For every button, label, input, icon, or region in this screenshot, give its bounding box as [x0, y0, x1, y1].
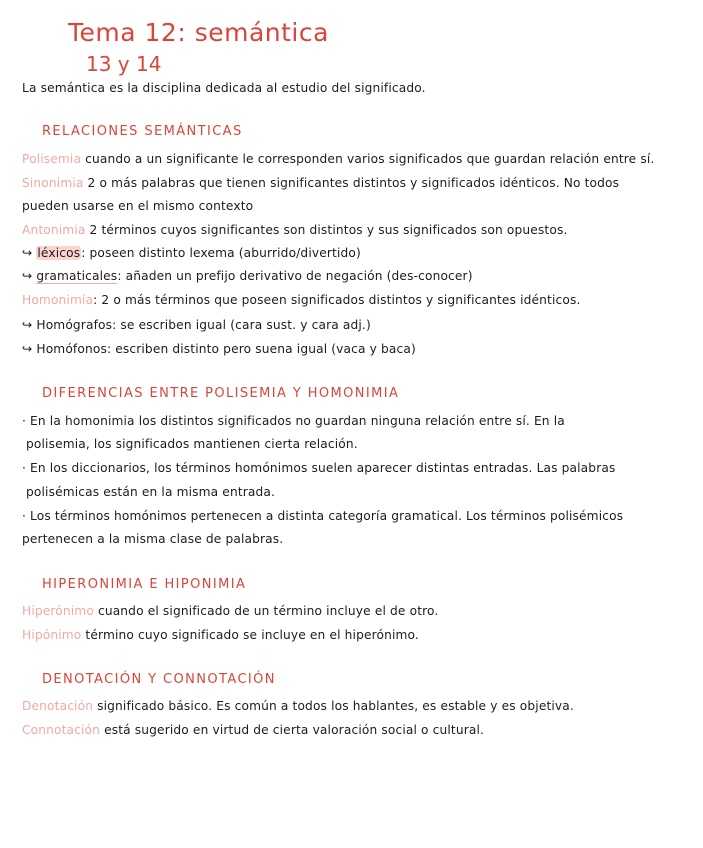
hiponimo-row: [22, 627, 419, 643]
definition-polisemia: cuando a un significante le corresponden varios significados que guardan relación entre sí.: [85, 152, 655, 166]
term-lexicos: léxicos: [37, 246, 81, 260]
sinonimia-continuation: pueden usarse en el mismo contexto: [22, 199, 254, 213]
lexicos-row: [22, 245, 361, 261]
page-title: Tema 12: semántica: [68, 18, 329, 47]
definition-hiponimo: término cuyo significado se incluye en el hiperónimo.: [85, 628, 419, 642]
term-antonimia: Antonimia: [22, 223, 86, 237]
section-heading-relaciones: RELACIONES SEMÁNTICAS: [42, 124, 243, 139]
arrow-right-icon: ↪: [22, 246, 33, 260]
denotacion-row: [22, 698, 574, 714]
section-heading-hiperonimia: HIPERONIMIA E HIPONIMIA: [42, 577, 247, 592]
definition-sinonimia: 2 o más palabras que tienen significantes distintos y significados idénticos. No todos: [87, 176, 620, 190]
homofonos-row: [22, 341, 416, 357]
connotacion-row: [22, 722, 484, 738]
arrow-right-icon: ↪: [22, 318, 33, 332]
sinonimia-row: [22, 175, 619, 191]
arrow-right-icon: ↪: [22, 269, 33, 283]
hiperonimo-row: [22, 603, 438, 619]
term-hiperonimo: Hiperónimo: [22, 604, 94, 618]
definition-lexicos: : poseen distinto lexema (aburrido/divertido): [81, 246, 361, 260]
arrow-right-icon: ↪: [22, 342, 33, 356]
section-heading-denotacion: DENOTACIÓN Y CONNOTACIÓN: [42, 672, 276, 687]
definition-hiperonimo: cuando el significado de un término incluye el de otro.: [97, 604, 439, 618]
term-denotacion: Denotación: [22, 699, 94, 713]
term-polisemia: Polisemia: [22, 152, 82, 166]
diferencias-p3b: pertenecen a la misma clase de palabras.: [22, 532, 284, 546]
definition-antonimia: 2 términos cuyos significantes son distintos y sus significados son opuestos.: [89, 223, 568, 237]
antonimia-row: [22, 222, 567, 238]
section-heading-diferencias: DIFERENCIAS ENTRE POLISEMIA Y HOMONIMIA: [42, 386, 400, 401]
definition-homonimia: : 2 o más términos que poseen significados distintos y significantes idénticos.: [93, 293, 581, 307]
homonimia-row: [22, 292, 581, 308]
intro-text: La semántica es la disciplina dedicada al estudio del significado.: [22, 81, 426, 95]
definition-denotacion: significado básico. Es común a todos los hablantes, es estable y es objetiva.: [97, 699, 574, 713]
homografos-row: [22, 317, 371, 333]
definition-gramaticales: : añaden un prefijo derivativo de negación (des-conocer): [117, 269, 473, 283]
definition-homofonos: Homófonos: escriben distinto pero suena igual (vaca y baca): [36, 342, 416, 356]
page-subtitle: 13 y 14: [86, 52, 162, 76]
term-hiponimo: Hipónimo: [22, 628, 82, 642]
diferencias-p2a: · En los diccionarios, los términos homónimos suelen aparecer distintas entradas. Las palabras: [22, 461, 616, 475]
diferencias-p2b: polisémicas están en la misma entrada.: [26, 485, 276, 499]
term-homonimia: Homonimia: [22, 293, 94, 307]
term-connotacion: Connotación: [22, 723, 101, 737]
term-sinonimia: Sinonimia: [22, 176, 84, 190]
diferencias-p3a: · Los términos homónimos pertenecen a distinta categoría gramatical. Los términos polisémicos: [22, 509, 624, 523]
term-gramaticales: gramaticales: [36, 269, 118, 283]
gramaticales-row: [22, 268, 473, 284]
diferencias-p1b: polisemia, los significados mantienen cierta relación.: [26, 437, 358, 451]
polisemia-row: [22, 151, 654, 167]
definition-homografos: Homógrafos: se escriben igual (cara sust. y cara adj.): [36, 318, 371, 332]
definition-connotacion: está sugerido en virtud de cierta valoración social o cultural.: [104, 723, 485, 737]
diferencias-p1a: · En la homonimia los distintos significados no guardan ninguna relación entre sí. En la: [22, 414, 565, 428]
